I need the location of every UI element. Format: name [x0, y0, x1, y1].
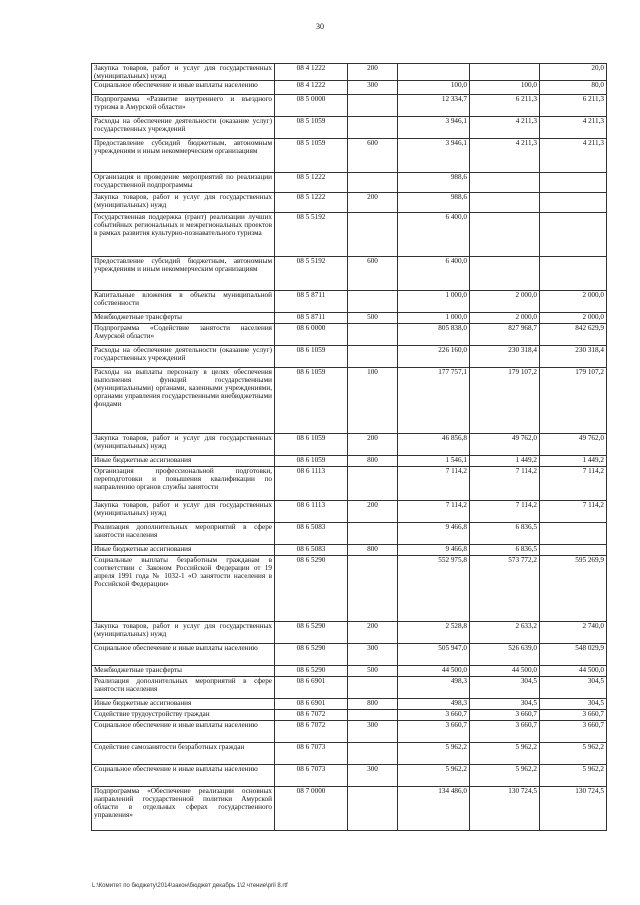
row-name-cell: Организация и проведение мероприятий по реализации государственной подпрограммы — [92, 173, 275, 193]
row-name-cell: Расходы на обеспечение деятельности (оказание услуг) государственных учреждений — [92, 117, 275, 139]
row-expense-kind-cell — [348, 324, 398, 346]
row-amount-2016-cell: 3 660,7 — [470, 710, 540, 721]
row-name-cell: Закупка товаров, работ и услуг для государственных (муниципальных) нужд — [92, 64, 275, 81]
row-amount-2015-cell: 498,3 — [398, 699, 470, 710]
row-code-cell: 08 6 1113 — [275, 501, 348, 523]
table-row — [92, 173, 607, 193]
row-code-cell: 08 5 8711 — [275, 291, 348, 313]
row-code-cell: 08 6 1059 — [275, 346, 348, 368]
row-expense-kind-cell — [348, 787, 398, 831]
row-amount-2015-cell: 7 114,2 — [398, 467, 470, 501]
row-code-cell: 08 6 1113 — [275, 467, 348, 501]
row-amount-2016-cell: 130 724,5 — [470, 787, 540, 831]
row-amount-2017-cell — [540, 545, 607, 556]
row-amount-2016-cell: 5 962,2 — [470, 743, 540, 765]
row-expense-kind-cell — [348, 710, 398, 721]
row-expense-kind-cell: 300 — [348, 721, 398, 743]
row-name-cell: Закупка товаров, работ и услуг для государственных (муниципальных) нужд — [92, 501, 275, 523]
table-row — [92, 467, 607, 501]
row-name-cell: Социальное обеспечение и иные выплаты населению — [92, 81, 275, 95]
row-amount-2016-cell: 6 211,3 — [470, 95, 540, 117]
row-amount-2016-cell — [470, 213, 540, 257]
row-expense-kind-cell — [348, 346, 398, 368]
row-amount-2017-cell: 7 114,2 — [540, 467, 607, 501]
table-row — [92, 434, 607, 456]
row-amount-2017-cell: 2 000,0 — [540, 313, 607, 324]
row-amount-2016-cell: 44 500,0 — [470, 666, 540, 677]
row-code-cell: 08 6 1059 — [275, 368, 348, 434]
row-amount-2016-cell: 2 000,0 — [470, 313, 540, 324]
table-row — [92, 523, 607, 545]
row-amount-2015-cell: 6 400,0 — [398, 257, 470, 291]
row-code-cell: 08 5 1059 — [275, 117, 348, 139]
table-row — [92, 95, 607, 117]
row-code-cell: 08 5 5192 — [275, 257, 348, 291]
row-expense-kind-cell: 200 — [348, 501, 398, 523]
table-row — [92, 699, 607, 710]
row-name-cell: Социальное обеспечение и иные выплаты населению — [92, 644, 275, 666]
table-row — [92, 765, 607, 787]
table-row — [92, 666, 607, 677]
table-row — [92, 501, 607, 523]
row-expense-kind-cell — [348, 173, 398, 193]
table-row — [92, 710, 607, 721]
row-amount-2017-cell: 230 318,4 — [540, 346, 607, 368]
table-row — [92, 787, 607, 831]
table-row — [92, 81, 607, 95]
row-name-cell: Иные бюджетные ассигнования — [92, 456, 275, 467]
row-expense-kind-cell — [348, 743, 398, 765]
row-amount-2017-cell — [540, 173, 607, 193]
row-code-cell: 08 6 1059 — [275, 434, 348, 456]
row-code-cell: 08 5 5192 — [275, 213, 348, 257]
row-name-cell: Организация профессиональной подготовки, переподготовки и повышения квалификации по направлению органов службы занятости — [92, 467, 275, 501]
table-row — [92, 346, 607, 368]
row-amount-2017-cell: 179 107,2 — [540, 368, 607, 434]
row-code-cell: 08 6 5083 — [275, 523, 348, 545]
row-amount-2015-cell: 1 000,0 — [398, 291, 470, 313]
row-code-cell: 08 5 8711 — [275, 313, 348, 324]
row-name-cell: Расходы на обеспечение деятельности (оказание услуг) государственных учреждений — [92, 346, 275, 368]
row-expense-kind-cell — [348, 467, 398, 501]
row-amount-2015-cell: 134 486,0 — [398, 787, 470, 831]
row-amount-2017-cell: 548 029,9 — [540, 644, 607, 666]
row-amount-2017-cell: 80,0 — [540, 81, 607, 95]
row-expense-kind-cell: 200 — [348, 622, 398, 644]
row-amount-2017-cell: 1 449,2 — [540, 456, 607, 467]
row-amount-2017-cell: 304,5 — [540, 677, 607, 699]
row-amount-2017-cell: 2 740,0 — [540, 622, 607, 644]
row-amount-2016-cell: 304,5 — [470, 677, 540, 699]
row-amount-2016-cell: 179 107,2 — [470, 368, 540, 434]
row-code-cell: 08 6 0000 — [275, 324, 348, 346]
row-expense-kind-cell: 500 — [348, 666, 398, 677]
row-name-cell: Подпрограмма «Развитие внутреннего и въездного туризма в Амурской области» — [92, 95, 275, 117]
table-row — [92, 213, 607, 257]
row-code-cell: 08 6 5290 — [275, 622, 348, 644]
row-expense-kind-cell: 800 — [348, 456, 398, 467]
page-number: 30 — [316, 22, 324, 31]
table-row — [92, 677, 607, 699]
row-name-cell: Реализация дополнительных мероприятий в сфере занятости населения — [92, 677, 275, 699]
row-amount-2015-cell: 1 000,0 — [398, 313, 470, 324]
row-name-cell: Закупка товаров, работ и услуг для государственных (муниципальных) нужд — [92, 622, 275, 644]
row-amount-2017-cell — [540, 523, 607, 545]
row-amount-2016-cell: 1 449,2 — [470, 456, 540, 467]
row-amount-2017-cell: 44 500,0 — [540, 666, 607, 677]
row-code-cell: 08 5 1222 — [275, 173, 348, 193]
table-row — [92, 257, 607, 291]
row-amount-2017-cell — [540, 257, 607, 291]
row-expense-kind-cell: 300 — [348, 765, 398, 787]
row-amount-2015-cell: 1 546,1 — [398, 456, 470, 467]
row-expense-kind-cell — [348, 117, 398, 139]
row-code-cell: 08 6 6901 — [275, 677, 348, 699]
row-amount-2015-cell: 2 528,8 — [398, 622, 470, 644]
table-row — [92, 622, 607, 644]
row-amount-2016-cell: 4 211,3 — [470, 117, 540, 139]
table-row — [92, 324, 607, 346]
row-amount-2015-cell: 552 975,8 — [398, 556, 470, 622]
row-amount-2016-cell: 4 211,3 — [470, 139, 540, 173]
row-name-cell: Межбюджетные трансферты — [92, 666, 275, 677]
row-amount-2016-cell: 5 962,2 — [470, 765, 540, 787]
row-code-cell: 08 7 0000 — [275, 787, 348, 831]
row-amount-2015-cell: 5 962,2 — [398, 765, 470, 787]
row-expense-kind-cell: 300 — [348, 644, 398, 666]
row-amount-2016-cell: 304,5 — [470, 699, 540, 710]
row-amount-2017-cell: 49 762,0 — [540, 434, 607, 456]
row-expense-kind-cell: 200 — [348, 193, 398, 213]
row-amount-2015-cell: 7 114,2 — [398, 501, 470, 523]
table-row — [92, 313, 607, 324]
row-expense-kind-cell: 600 — [348, 139, 398, 173]
row-amount-2015-cell: 498,3 — [398, 677, 470, 699]
row-amount-2015-cell: 3 946,1 — [398, 117, 470, 139]
row-amount-2015-cell: 3 660,7 — [398, 721, 470, 743]
row-expense-kind-cell — [348, 95, 398, 117]
row-amount-2017-cell: 20,0 — [540, 64, 607, 81]
row-amount-2016-cell: 3 660,7 — [470, 721, 540, 743]
row-amount-2017-cell: 595 269,9 — [540, 556, 607, 622]
table-row — [92, 193, 607, 213]
row-amount-2015-cell: 9 466,8 — [398, 545, 470, 556]
row-code-cell: 08 4 1222 — [275, 64, 348, 81]
row-expense-kind-cell: 600 — [348, 257, 398, 291]
row-amount-2016-cell — [470, 64, 540, 81]
row-code-cell: 08 6 7073 — [275, 743, 348, 765]
row-amount-2015-cell: 988,6 — [398, 193, 470, 213]
row-amount-2015-cell: 988,6 — [398, 173, 470, 193]
row-name-cell: Расходы на выплаты персоналу в целях обеспечения выполнения функций государственными (муниципальными) органами, казенными учреждениями, органами управления государственными внебюджетными фондами — [92, 368, 275, 434]
row-expense-kind-cell — [348, 677, 398, 699]
row-code-cell: 08 6 6901 — [275, 699, 348, 710]
row-amount-2017-cell — [540, 193, 607, 213]
row-name-cell: Социальное обеспечение и иные выплаты населению — [92, 765, 275, 787]
row-expense-kind-cell: 200 — [348, 434, 398, 456]
row-amount-2016-cell: 573 772,2 — [470, 556, 540, 622]
row-code-cell: 08 6 7072 — [275, 721, 348, 743]
row-expense-kind-cell — [348, 213, 398, 257]
row-amount-2015-cell: 177 757,1 — [398, 368, 470, 434]
row-code-cell: 08 6 5083 — [275, 545, 348, 556]
row-expense-kind-cell: 100 — [348, 368, 398, 434]
row-expense-kind-cell: 300 — [348, 81, 398, 95]
table-row — [92, 545, 607, 556]
row-amount-2015-cell: 505 947,0 — [398, 644, 470, 666]
row-amount-2017-cell — [540, 213, 607, 257]
row-name-cell: Социальные выплаты безработным гражданам в соответствии с Законом Российской Федерации от 19 апреля 1991 года № 1032-1 «О занятости населения в Российской Федерации» — [92, 556, 275, 622]
row-code-cell: 08 6 5290 — [275, 644, 348, 666]
row-amount-2016-cell: 230 318,4 — [470, 346, 540, 368]
row-name-cell: Содействие трудоустройству граждан — [92, 710, 275, 721]
budget-table — [91, 63, 607, 831]
row-amount-2015-cell: 100,0 — [398, 81, 470, 95]
table-row — [92, 456, 607, 467]
row-code-cell: 08 6 7072 — [275, 710, 348, 721]
table-row — [92, 291, 607, 313]
row-name-cell: Закупка товаров, работ и услуг для государственных (муниципальных) нужд — [92, 193, 275, 213]
row-code-cell: 08 6 5290 — [275, 666, 348, 677]
row-amount-2016-cell: 2 633,2 — [470, 622, 540, 644]
row-code-cell: 08 5 0000 — [275, 95, 348, 117]
row-amount-2015-cell: 5 962,2 — [398, 743, 470, 765]
row-amount-2016-cell: 100,0 — [470, 81, 540, 95]
row-code-cell: 08 6 5290 — [275, 556, 348, 622]
table-row — [92, 64, 607, 81]
row-amount-2017-cell: 2 000,0 — [540, 291, 607, 313]
row-amount-2015-cell: 12 334,7 — [398, 95, 470, 117]
row-name-cell: Государственная поддержка (грант) реализации лучших событийных региональных и межрегиональных проектов в рамках развития культурно-познавательного туризма — [92, 213, 275, 257]
row-code-cell: 08 5 1059 — [275, 139, 348, 173]
row-name-cell: Подпрограмма «Содействие занятости населения Амурской области» — [92, 324, 275, 346]
row-code-cell: 08 6 1059 — [275, 456, 348, 467]
row-amount-2015-cell: 805 838,0 — [398, 324, 470, 346]
row-amount-2017-cell: 842 629,9 — [540, 324, 607, 346]
row-amount-2016-cell: 7 114,2 — [470, 501, 540, 523]
row-amount-2015-cell: 226 160,0 — [398, 346, 470, 368]
row-name-cell: Подпрограмма «Обеспечение реализации основных направлений государственной политики Амурской области в отдельных сферах государственного управления» — [92, 787, 275, 831]
row-expense-kind-cell: 800 — [348, 699, 398, 710]
table-row — [92, 139, 607, 173]
row-amount-2016-cell — [470, 193, 540, 213]
row-name-cell: Иные бюджетные ассигнования — [92, 699, 275, 710]
row-amount-2016-cell — [470, 257, 540, 291]
row-amount-2015-cell: 44 500,0 — [398, 666, 470, 677]
table-row — [92, 743, 607, 765]
row-name-cell: Закупка товаров, работ и услуг для государственных (муниципальных) нужд — [92, 434, 275, 456]
row-amount-2016-cell: 7 114,2 — [470, 467, 540, 501]
row-expense-kind-cell: 500 — [348, 313, 398, 324]
footer-file-path: L:\Комитет по бюджету\2014\закон\бюджет декабрь 1\2 чтение\pril 8.rtf — [92, 883, 288, 889]
budget-table-body — [92, 64, 607, 831]
row-amount-2015-cell: 9 466,8 — [398, 523, 470, 545]
row-code-cell: 08 5 1222 — [275, 193, 348, 213]
table-row — [92, 644, 607, 666]
row-code-cell: 08 4 1222 — [275, 81, 348, 95]
table-row — [92, 721, 607, 743]
row-amount-2016-cell: 827 968,7 — [470, 324, 540, 346]
row-name-cell: Социальное обеспечение и иные выплаты населению — [92, 721, 275, 743]
row-amount-2016-cell: 49 762,0 — [470, 434, 540, 456]
row-amount-2017-cell: 130 724,5 — [540, 787, 607, 831]
row-name-cell: Предоставление субсидий бюджетным, автономным учреждениям и иным некоммерческим организациям — [92, 257, 275, 291]
row-name-cell: Капитальные вложения в объекты муниципальной собственности — [92, 291, 275, 313]
row-name-cell: Предоставление субсидий бюджетным, автономным учреждениям и иным некоммерческим организациям — [92, 139, 275, 173]
row-amount-2017-cell: 4 211,3 — [540, 117, 607, 139]
row-amount-2017-cell: 7 114,2 — [540, 501, 607, 523]
row-amount-2017-cell: 4 211,3 — [540, 139, 607, 173]
row-name-cell: Содействие самозанятости безработных граждан — [92, 743, 275, 765]
row-amount-2017-cell: 304,5 — [540, 699, 607, 710]
row-amount-2015-cell: 6 400,0 — [398, 213, 470, 257]
table-row — [92, 556, 607, 622]
row-expense-kind-cell — [348, 556, 398, 622]
row-amount-2017-cell: 5 962,2 — [540, 765, 607, 787]
row-name-cell: Иные бюджетные ассигнования — [92, 545, 275, 556]
row-amount-2017-cell: 5 962,2 — [540, 743, 607, 765]
row-name-cell: Межбюджетные трансферты — [92, 313, 275, 324]
table-row — [92, 117, 607, 139]
row-expense-kind-cell: 200 — [348, 64, 398, 81]
row-amount-2017-cell: 3 660,7 — [540, 721, 607, 743]
row-amount-2016-cell: 6 836,5 — [470, 523, 540, 545]
row-amount-2015-cell — [398, 64, 470, 81]
row-amount-2016-cell: 6 836,5 — [470, 545, 540, 556]
row-name-cell: Реализация дополнительных мероприятий в сфере занятости населения — [92, 523, 275, 545]
row-amount-2015-cell: 46 856,8 — [398, 434, 470, 456]
row-amount-2015-cell: 3 660,7 — [398, 710, 470, 721]
row-amount-2016-cell: 526 639,0 — [470, 644, 540, 666]
row-amount-2015-cell: 3 946,1 — [398, 139, 470, 173]
row-amount-2017-cell: 6 211,3 — [540, 95, 607, 117]
table-row — [92, 368, 607, 434]
row-amount-2016-cell — [470, 173, 540, 193]
row-amount-2016-cell: 2 000,0 — [470, 291, 540, 313]
row-amount-2017-cell: 3 660,7 — [540, 710, 607, 721]
row-expense-kind-cell: 800 — [348, 545, 398, 556]
row-expense-kind-cell — [348, 291, 398, 313]
row-expense-kind-cell — [348, 523, 398, 545]
row-code-cell: 08 6 7073 — [275, 765, 348, 787]
